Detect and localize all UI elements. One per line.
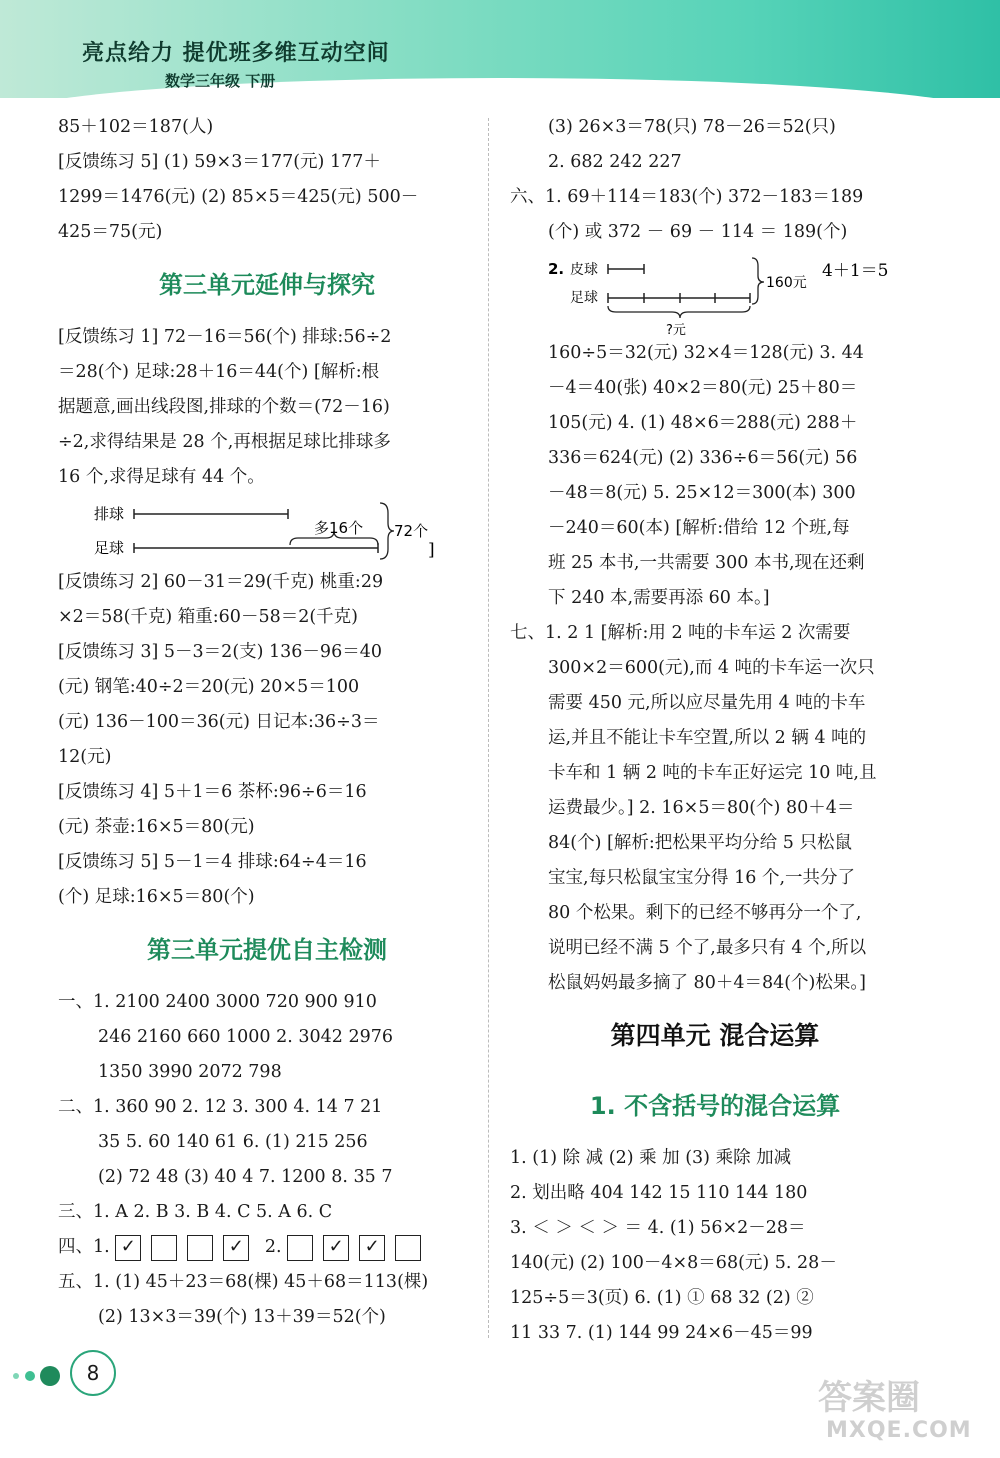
answer-box: [187, 1235, 213, 1261]
column-divider: [488, 118, 489, 1338]
text-line: 85＋102＝187(人): [58, 117, 214, 137]
segment-diagram-svg: [510, 250, 920, 336]
diagram-label-total: 72个: [394, 522, 429, 540]
diagram-label-football: 足球: [570, 290, 598, 306]
answer-box: [287, 1235, 313, 1261]
text-line: 80 个松果。剩下的已经不够再分一个了,: [548, 903, 862, 923]
text-line: (2) 72 48 (3) 40 4 7. 1200 8. 35 7: [98, 1167, 393, 1187]
text-line: ÷2,求得结果是 28 个,再根据足球比排球多: [58, 432, 391, 452]
diagram-label-more: 多16个: [314, 519, 364, 537]
text-line: (元) 136－100＝36(元) 日记本:36÷3＝: [58, 712, 380, 732]
bracket-close: ]: [428, 540, 435, 560]
text-line: 11 33 7. (1) 144 99 24×6－45＝99: [510, 1323, 813, 1343]
text-line: 35 5. 60 140 61 6. (1) 215 256: [98, 1132, 368, 1152]
text-line: 七、1. 2 1 [解析:用 2 吨的卡车运 2 次需要: [510, 623, 851, 643]
text-line: [反馈练习 5] 5－1＝4 排球:64÷4＝16: [58, 852, 367, 872]
text-line: (个) 足球:16×5＝80(个): [58, 887, 255, 907]
answer-box: ✓: [115, 1235, 141, 1261]
diagram-label-volleyball: 排球: [94, 505, 125, 523]
brace-unknown: [608, 306, 750, 318]
right-column: [510, 110, 920, 1351]
book-title: 亮点给力 提优班多维互动空间: [82, 41, 390, 66]
text-line: 宝宝,每只松鼠宝宝分得 16 个,一共分了: [548, 868, 856, 888]
text-line: 160÷5＝32(元) 32×4＝128(元) 3. 44: [548, 343, 864, 363]
text-line: 需要 450 元,所以应尽量先用 4 吨的卡车: [548, 693, 866, 713]
watermark-logo: 答案圈: [818, 1378, 920, 1418]
text-line: 140(元) (2) 100－4×8＝68(元) 5. 28－: [510, 1253, 837, 1273]
checkbox-row: [58, 1230, 476, 1265]
text-line: 16 个,求得足球有 44 个。: [58, 467, 265, 487]
section-heading: 1. 不含括号的混合运算: [589, 1092, 841, 1120]
text-line: ×2＝58(千克) 箱重:60－58＝2(千克): [58, 607, 359, 627]
text-line: 二、1. 360 90 2. 12 3. 300 4. 14 7 21: [58, 1097, 383, 1117]
answer-box: ✓: [223, 1235, 249, 1261]
text-line: (2) 13×3＝39(个) 13＋39＝52(个): [98, 1307, 386, 1327]
text-line: 246 2160 660 1000 2. 3042 2976: [98, 1027, 394, 1047]
text-line: 1299＝1476(元) (2) 85×5＝425(元) 500－: [58, 187, 419, 207]
text-line: 一、1. 2100 2400 3000 720 900 910: [58, 992, 377, 1012]
text-line: (元) 钢笔:40÷2＝20(元) 20×5＝100: [58, 677, 360, 697]
brace-total: [380, 503, 394, 559]
diagram-label-unknown: ?元: [666, 323, 686, 336]
text-line: 105(元) 4. (1) 48×6＝288(元) 288＋: [548, 413, 858, 433]
header-banner: [0, 0, 1000, 98]
text-line: 2. 682 242 227: [548, 152, 682, 172]
text-line: －4＝40(张) 40×2＝80(元) 25＋80＝: [548, 378, 858, 398]
text-line: 运,并且不能让卡车空置,所以 2 辆 4 吨的: [548, 728, 867, 748]
text-line: 三、1. A 2. B 3. B 4. C 5. A 6. C: [58, 1202, 333, 1222]
text-line: 12(元): [58, 747, 112, 767]
book-subtitle: 数学三年级 下册: [165, 72, 276, 90]
answer-box: ✓: [323, 1235, 349, 1261]
row-prefix: 四、1.: [58, 1237, 110, 1257]
text-line: 1350 3990 2072 798: [98, 1062, 282, 1082]
diagram-label-football: 足球: [94, 539, 125, 557]
text-line: －48＝8(元) 5. 25×12＝300(本) 300: [548, 483, 856, 503]
row-mid: 2.: [264, 1237, 282, 1257]
text-line: －240＝60(本) [解析:借给 12 个班,每: [548, 518, 850, 538]
text-line: [反馈练习 2] 60－31＝29(千克) 桃重:29: [58, 572, 384, 592]
answer-box: ✓: [359, 1235, 385, 1261]
text-line: 五、1. (1) 45＋23＝68(棵) 45＋68＝113(棵): [58, 1272, 429, 1292]
watermark-url: MXQE.COM: [826, 1418, 972, 1443]
text-line: [反馈练习 1] 72－16＝56(个) 排球:56÷2: [58, 327, 392, 347]
text-line: 3. ＜ ＞ ＜ ＞ ＝ 4. (1) 56×2－28＝: [510, 1218, 806, 1238]
text-line: 松鼠妈妈最多摘了 80＋4＝84(个)松果。]: [548, 973, 866, 993]
text-line: 班 25 本书,一共需要 300 本书,现在还剩: [548, 553, 865, 573]
text-line: 300×2＝600(元),而 4 吨的卡车运一次只: [548, 658, 875, 678]
text-line: 六、1. 69＋114＝183(个) 372－183＝189: [510, 187, 864, 207]
segment-diagram-balls: [58, 495, 476, 565]
chapter-heading: 第四单元 混合运算: [610, 1021, 820, 1050]
diagram-side-eq: 4＋1＝5: [822, 261, 889, 281]
text-line: 125÷5＝3(页) 6. (1) ① 68 32 (2) ②: [510, 1288, 814, 1308]
text-line: 1. (1) 除 减 (2) 乘 加 (3) 乘除 加减: [510, 1148, 792, 1168]
text-line: ＝28(个) 足球:28＋16＝44(个) [解析:根: [58, 362, 380, 382]
left-column: [58, 110, 476, 1335]
section-heading: 第三单元延伸与探究: [159, 271, 375, 299]
text-line: 336＝624(元) (2) 336÷6＝56(元) 56: [548, 448, 858, 468]
diagram-number: 2.: [548, 260, 565, 278]
text-line: 运费最少。] 2. 16×5＝80(个) 80＋4＝: [548, 798, 855, 818]
page-number: 8: [70, 1350, 116, 1396]
text-line: 据题意,画出线段图,排球的个数＝(72－16): [58, 397, 390, 417]
text-line: [反馈练习 5] (1) 59×3＝177(元) 177＋: [58, 152, 381, 172]
segment-diagram-price: [510, 250, 920, 336]
text-line: [反馈练习 3] 5－3＝2(支) 136－96＝40: [58, 642, 382, 662]
text-line: 84(个) [解析:把松果平均分给 5 只松鼠: [548, 833, 852, 853]
diagram-label-total: 160元: [766, 275, 807, 291]
text-line: (元) 茶壶:16×5＝80(元): [58, 817, 255, 837]
text-line: (3) 26×3＝78(只) 78－26＝52(只): [548, 117, 836, 137]
segment-diagram-svg: [58, 495, 478, 565]
brace-total: [752, 258, 764, 304]
answer-box: [395, 1235, 421, 1261]
text-line: 425＝75(元): [58, 222, 163, 242]
text-line: [反馈练习 4] 5＋1＝6 茶杯:96÷6＝16: [58, 782, 367, 802]
text-line: 下 240 本,需要再添 60 本。]: [548, 588, 770, 608]
diagram-label-ball: 皮球: [570, 262, 598, 278]
answer-box: [151, 1235, 177, 1261]
text-line: (个) 或 372 － 69 － 114 ＝ 189(个): [548, 222, 848, 242]
text-line: 2. 划出略 404 142 15 110 144 180: [510, 1183, 808, 1203]
text-line: 卡车和 1 辆 2 吨的卡车正好运完 10 吨,且: [548, 763, 877, 783]
text-line: 说明已经不满 5 个了,最多只有 4 个,所以: [548, 938, 867, 958]
section-heading: 第三单元提优自主检测: [147, 936, 387, 964]
decorative-dots: [10, 1356, 70, 1396]
